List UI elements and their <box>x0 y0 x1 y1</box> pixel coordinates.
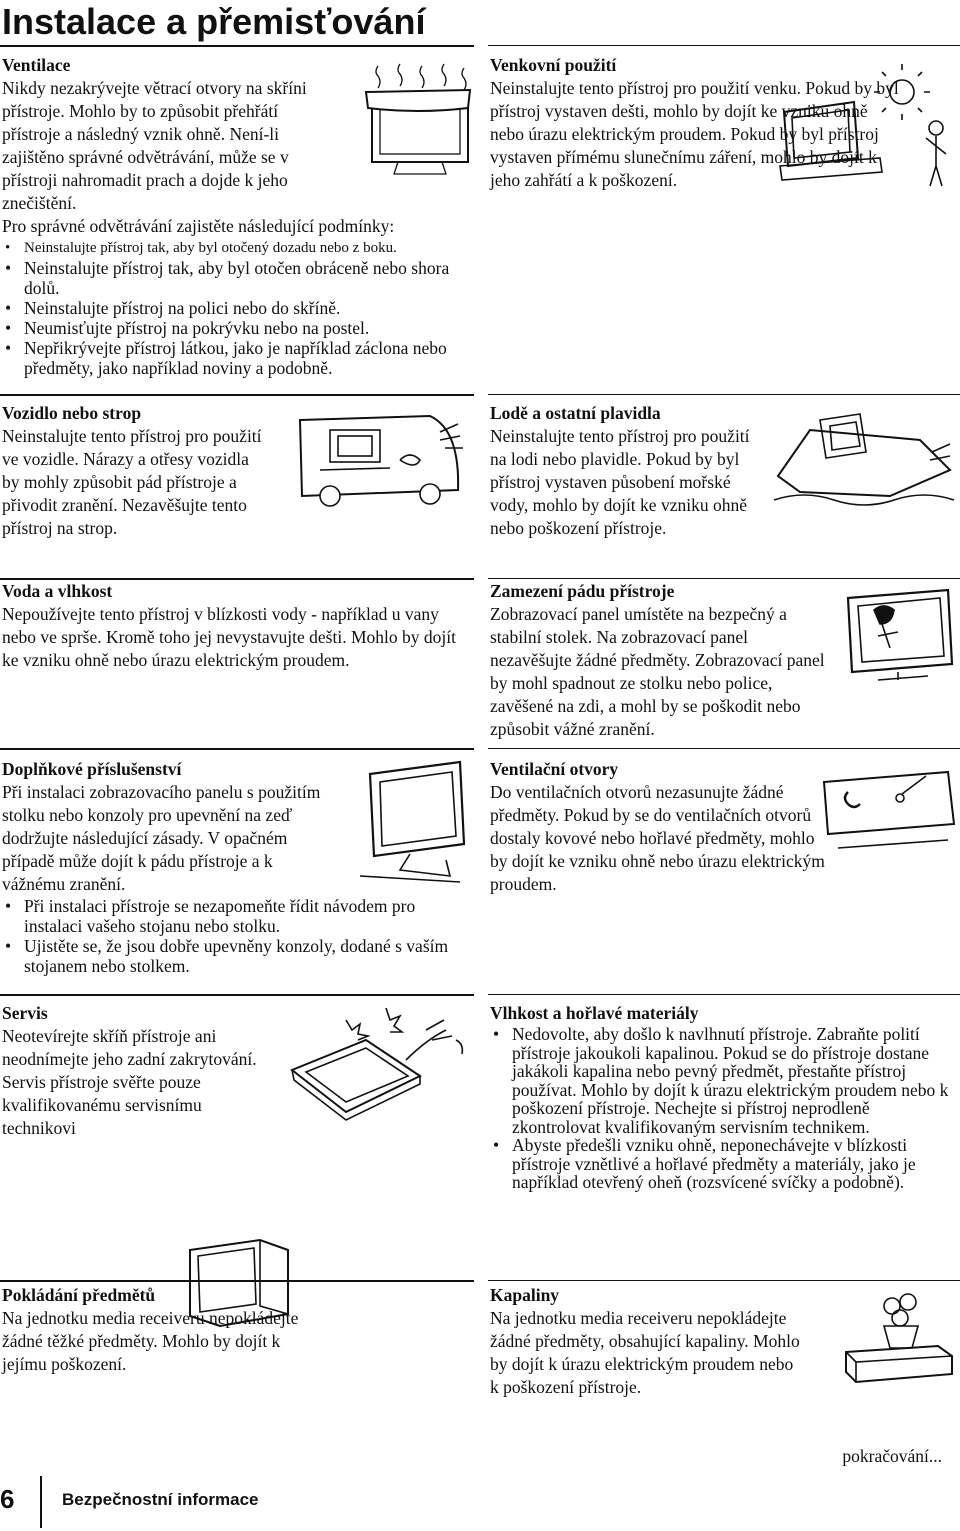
section-body: Zobrazovací panel umístěte na bezpečný a stabilní stolek. Na zobrazovací panel nezavěšujte žádné předměty. Zobrazovací panel by mohl spadnout ze stolku nebo police, zavěšené na zdi, a mohl by se poškodit nebo způsobit vážné zranění. <box>490 604 825 739</box>
section-servis <box>2 1002 262 1140</box>
section-body: Nepoužívejte tento přístroj v blízkosti vody - například u vany nebo ve sprše. Kromě toho jej nevystavujte dešti. Mohlo by dojít ke vzniku ohně nebo úrazu elektrickým proudem. <box>2 604 456 670</box>
section-lode <box>490 402 760 540</box>
section-body: Na jednotku media receiveru nepokládejte žádné předměty, obsahující kapaliny. Mohlo by dojít k úrazu elektrickým proudem nebo k poškození přístroje. <box>490 1308 800 1397</box>
section-rule <box>488 994 960 995</box>
section-body: Do ventilačních otvorů nezasunujte žádné předměty. Pokud by se do ventilačních otvorů dostaly kovové nebo hořlavé předměty, mohlo by dojít ke vzniku ohně nebo úrazu elektrickým proudem. <box>490 782 825 894</box>
list-item: • Nepřikrývejte přístroj látkou, jako je například záclona nebo předměty, jako například noviny a podobně. <box>2 338 472 378</box>
page-number: 6 <box>0 1484 15 1514</box>
section-heading: Kapaliny <box>490 1285 560 1305</box>
page-title: Instalace a přemisťování <box>2 1 426 42</box>
section-heading: Pokládání předmětů <box>2 1285 156 1305</box>
section-heading: Lodě a ostatní plavidla <box>490 403 661 423</box>
section-body: Nikdy nezakrývejte větrací otvory na skříni přístroje. Mohlo by to způsobit přehřátí přístroje a následný vznik ohně. Není-li zajištěno správné odvětrávání, může se v přístroji nahromadit prach a dojde k jeho znečištění. <box>2 78 307 213</box>
section-heading: Voda a vlhkost <box>2 581 113 601</box>
section-heading: Venkovní použití <box>490 55 617 75</box>
section-heading: Servis <box>2 1003 48 1023</box>
receiver-with-vase-illustration <box>838 1290 958 1390</box>
list-item <box>490 1025 956 1136</box>
right-column-rule <box>488 45 960 46</box>
section-heading: Vlhkost a hořlavé materiály <box>490 1003 699 1023</box>
list-item-text: Nedovolte, aby došlo k navlhnutí přístroje. Zabraňte polití přístroje jakoukoli kapalinou. Pokud se do přístroje dostane jakákoli kapalina nebo pevný předmět, přestaňte přístroj používat. Mohlo by dojít k úrazu elektrickým proudem nebo k poškození přístroje. Nechejte si přístroj neprodleně zkontrolovat kvalifikovaným servisním technikem. <box>512 1024 949 1137</box>
bullet-list <box>490 1025 956 1192</box>
section-vlhkost <box>490 1002 956 1192</box>
section-rule <box>488 748 960 749</box>
covered-tv-illustration <box>358 62 476 182</box>
section-heading: Ventilační otvory <box>490 759 619 779</box>
outdoor-tv-illustration <box>770 62 960 192</box>
section-rule <box>488 578 960 579</box>
opened-device-illustration <box>286 1000 472 1130</box>
hanging-panel-illustration <box>838 584 960 694</box>
boat-illustration <box>770 400 960 520</box>
panel-on-stand-illustration <box>340 758 472 888</box>
section-vozidlo <box>2 402 262 540</box>
section-heading: Ventilace <box>2 55 71 75</box>
section-rule <box>488 1280 960 1281</box>
vent-openings-illustration <box>818 768 960 858</box>
section-rule <box>0 748 474 750</box>
list-item: • Při instalaci přístroje se nezapomeňte řídit návodem pro instalaci vašeho stojanu nebo stolku. <box>2 896 472 936</box>
list-item: • Neumisťujte přístroj na pokrývku nebo na postel. <box>2 318 472 338</box>
list-item: • Neinstalujte přístroj tak, aby byl otočen obráceně nebo shora dolů. <box>2 258 472 298</box>
continued-note: pokračování... <box>842 1446 942 1466</box>
footer-section-name: Bezpečnostní informace <box>62 1490 259 1509</box>
bullet-list <box>2 896 472 976</box>
section-body: Při instalaci zobrazovacího panelu s použitím stolku nebo konzoly pro upevnění na zeď dodržujte následující zásady. V opačném případě může dojít k pádu přístroje a k vážnému zranění. <box>2 782 321 894</box>
section-body: Neinstalujte tento přístroj pro použití na lodi nebo plavidle. Pokud by byl přístroj vystaven působení mořské vody, mohlo by dojít ke vzniku ohně nebo poškození přístroje. <box>490 426 750 538</box>
section-body: Pro správné odvětrávání zajistěte následující podmínky: <box>2 216 395 236</box>
section-rule <box>488 394 960 395</box>
section-heading: Zamezení pádu přístroje <box>490 581 675 601</box>
section-body: Na jednotku media receiveru nepokládejte žádné těžké předměty. Mohlo by dojít k jejímu poškození. <box>2 1308 299 1374</box>
list-item: • Neinstalujte přístroj na polici nebo do skříně. <box>2 298 472 318</box>
section-heading: Doplňkové příslušenství <box>2 759 182 779</box>
list-item: • Ujistěte se, že jsou dobře upevněny konzoly, dodané s vaším stojanem nebo stolkem. <box>2 936 472 976</box>
title-rule <box>0 45 474 47</box>
section-body: Neotevírejte skříň přístroje ani neodnímejte jeho zadní zakrytování. Servis přístroje svěřte pouze kvalifikovanému servisnímu technikovi <box>2 1026 257 1138</box>
list-item <box>490 1136 956 1192</box>
section-kapaliny <box>490 1284 800 1399</box>
section-voda <box>2 580 472 672</box>
list-item-text: Abyste předešli vzniku ohně, neponechávejte v blízkosti přístroje vznětlivé a hořlavé předměty a materiály, jako je například otevřený oheň (rozsvícené svíčky a podobně). <box>512 1135 916 1192</box>
camper-illustration <box>290 410 470 510</box>
section-heading: Vozidlo nebo strop <box>2 403 142 423</box>
crt-tv-illustration <box>180 1230 298 1330</box>
footer-divider <box>40 1476 42 1528</box>
list-item: • Neinstalujte přístroj tak, aby byl otočený dozadu nebo z boku. <box>2 238 472 258</box>
section-body: Neinstalujte tento přístroj pro použití venku. Pokud by byl přístroj vystaven dešti, mohlo by dojít ke vzniku ohně nebo úrazu elektrickým proudem. Pokud by byl přístroj vystaven přímému slunečnímu záření, mohlo by dojít k jeho zahřátí a k poškození. <box>490 78 899 190</box>
section-rule <box>0 994 474 996</box>
section-ventilacni-otvory <box>490 758 830 896</box>
bullet-list <box>2 238 472 378</box>
section-body: Neinstalujte tento přístroj pro použití ve vozidle. Nárazy a otřesy vozidla by mohly způsobit pád přístroje a přivodit zranění. Nezavěšujte tento přístroj na strop. <box>2 426 262 538</box>
section-rule <box>0 394 474 396</box>
